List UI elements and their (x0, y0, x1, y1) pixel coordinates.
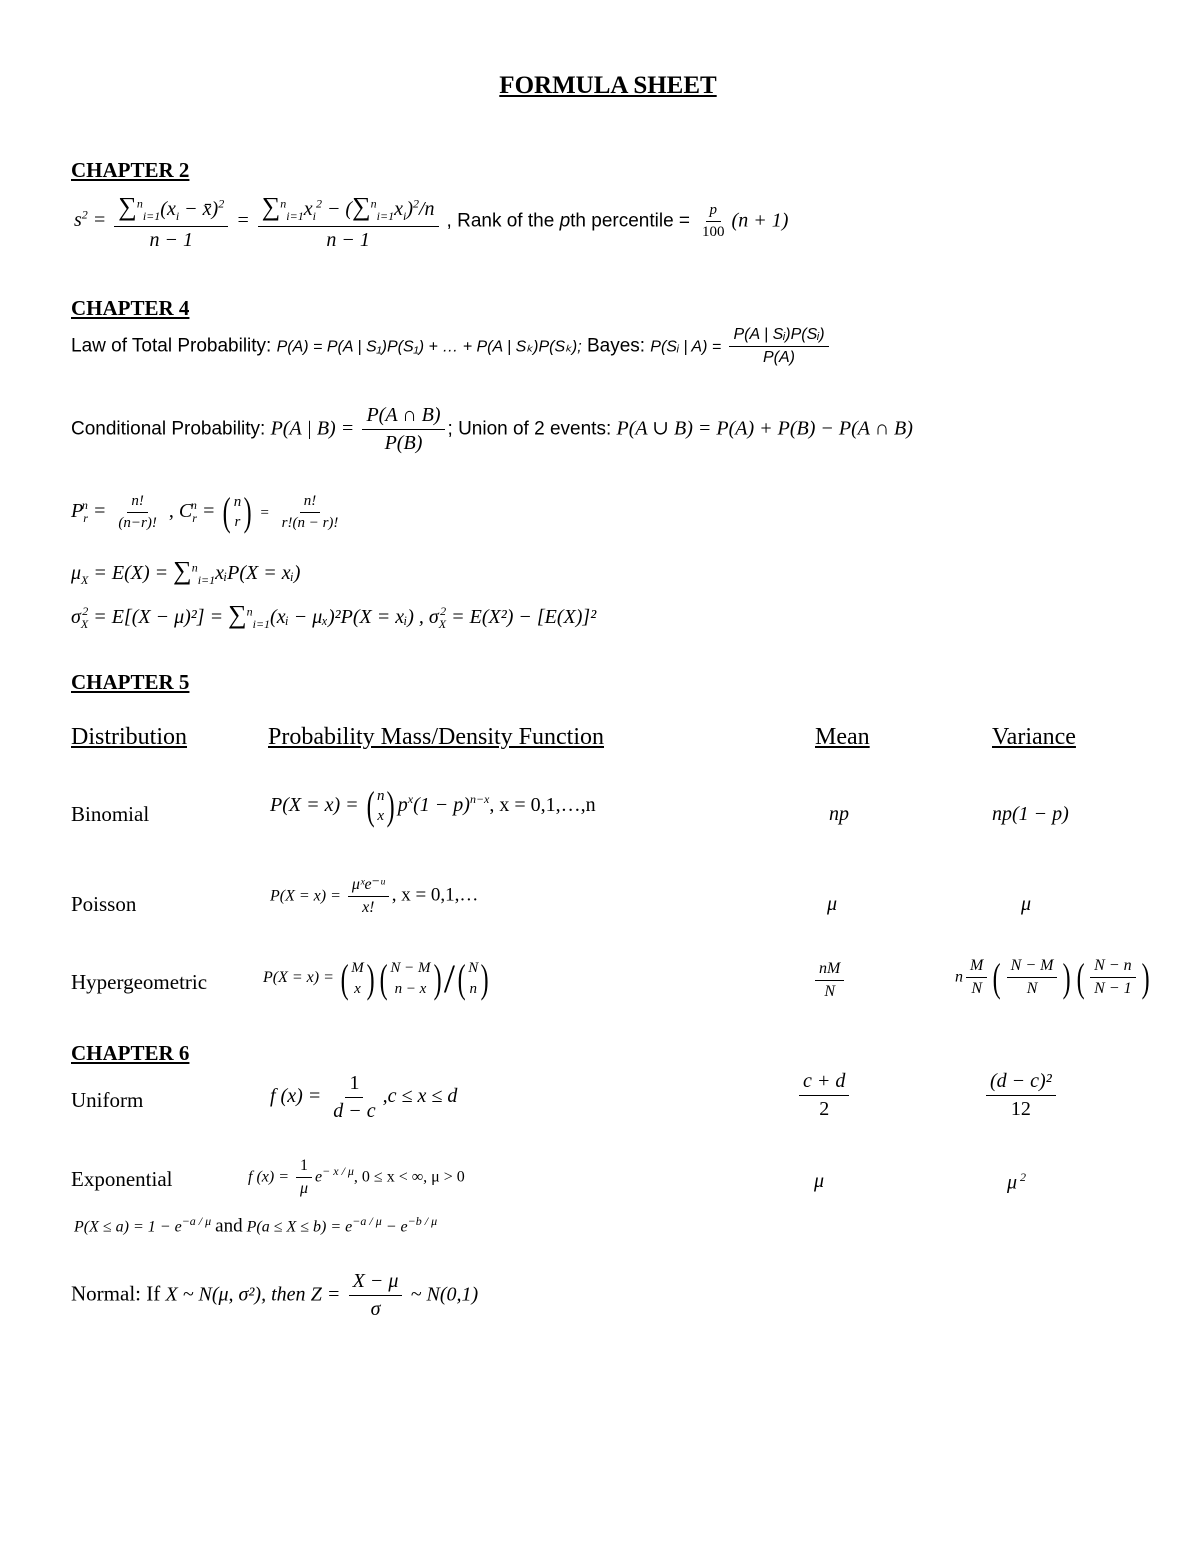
bayes-label: Bayes: (586, 335, 646, 357)
header-variance: Variance (992, 724, 1076, 750)
total-probability-label: Law of Total Probability: (71, 335, 272, 357)
conditional-lhs: P(A | B) = (270, 417, 355, 440)
uniform-variance (983, 1070, 1059, 1121)
exponential-name: Exponential (71, 1167, 173, 1191)
header-distribution: Distribution (71, 724, 188, 750)
poisson-mean: μ (827, 893, 838, 915)
mean-lhs: = E(X) = (93, 562, 174, 584)
exponential-num: 1 (296, 1157, 312, 1178)
binomial-variance: np(1 − p) (992, 803, 1069, 825)
total-probability-formula: P(A) = P(A | S₁)P(S₁) + … + P(A | Sₖ)P(Sₖ); (276, 338, 582, 356)
exponential-cdf-line: $P(X \le a) = 1 - e^{-a / \mu}$ and $P(a \le X \le b) = e^{-a / \mu} - e^{-b / \mu}$ (74, 1214, 438, 1237)
conditional-denominator: P(B) (384, 432, 423, 454)
exponential-var-mu: μ (1007, 1171, 1018, 1194)
normal-tail: ~ N(0,1) (410, 1283, 479, 1306)
exponential-e: e (315, 1168, 323, 1186)
bayes-denominator: P(A) (763, 349, 795, 367)
exponential-pdf: f (x) = $\frac{1}{\mu}$ $e^{- x / \mu}$, 0 ≤ x < ∞, μ > 0 (248, 1157, 465, 1198)
exponential-and: and (215, 1215, 243, 1237)
binomial-range: , x = 0,1,…,n (489, 793, 596, 816)
poisson-range: , x = 0,1,… (391, 884, 479, 906)
conditional-probability-line (71, 404, 913, 455)
permutation-denominator: (n−r)! (118, 514, 157, 531)
hypergeometric-mean-num: nM (815, 960, 844, 981)
uniform-name: Uniform (71, 1088, 144, 1112)
page-title: FORMULA SHEET (499, 72, 717, 99)
sample-variance-formula: $s^2$ = $\frac{\sum^n_{i=1}(x_i - x̄)^2}{n - 1}$ = $\frac{\sum^n_{i=1}x_i^2 - (\sum^n_{i=1}x_i)^2/n}{n - 1}$ , Rank of the pth percentile = $\frac{p}{100}$ (n + 1) (74, 192, 789, 251)
hypergeometric-mean (812, 960, 847, 1002)
combination-numerator: n! (300, 493, 321, 513)
variance-lhs: = E[(X − μ)²] = (93, 606, 229, 628)
poisson-lhs: P(X = x) = (270, 887, 341, 905)
normal-label: Normal: If (71, 1281, 161, 1306)
poisson-pmf (270, 876, 478, 918)
binomial-mean: np (829, 803, 849, 825)
uniform-mean-den: 2 (819, 1098, 830, 1120)
exponential-den: μ (300, 1180, 309, 1198)
poisson-numerator: μˣe⁻ᵘ (348, 876, 389, 897)
uniform-mean-num: c + d (799, 1070, 849, 1096)
combination-denominator: r!(n − r)! (281, 514, 339, 531)
hypergeometric-variance: n $\frac{M}{N}$ ( $\frac{N - M}{N}$ ) ( $\frac{N - n}{N - 1}$ ) (955, 954, 1150, 1000)
exponential-cdf: P(X ≤ a) = 1 − e (74, 1218, 182, 1236)
exponential-variance: μ $^2$ (1007, 1170, 1027, 1194)
hypergeometric-mean-den: N (824, 983, 835, 1001)
normal-line (71, 1270, 478, 1321)
exponential-lhs: f (x) = (248, 1168, 289, 1186)
chapter-6-heading: CHAPTER 6 (71, 1041, 190, 1065)
conditional-label: Conditional Probability: (71, 418, 266, 440)
rank-den: 100 (702, 224, 725, 241)
poisson-variance: μ (1021, 893, 1032, 915)
hypergeometric-name: Hypergeometric (71, 970, 208, 994)
chapter-2-heading: CHAPTER 2 (71, 158, 190, 182)
uniform-range: ,c ≤ x ≤ d (382, 1085, 458, 1108)
uniform-den: d − c (333, 1100, 376, 1122)
normal-numerator: X − μ (349, 1270, 403, 1296)
uniform-lhs: f (x) = (270, 1085, 322, 1108)
hypergeometric-pmf: P(X = x) = ( M x ) ( N − M n − x ) / ( N n ) (263, 955, 489, 1001)
exponential-range: , 0 ≤ x < ∞, μ > 0 (353, 1168, 465, 1186)
uniform-pdf (270, 1072, 457, 1123)
poisson-denominator: x! (362, 899, 375, 917)
total-probability-line (71, 326, 832, 368)
uniform-num: 1 (345, 1072, 363, 1098)
normal-z: Z = (310, 1283, 341, 1306)
rank-label: , Rank of the (446, 210, 560, 232)
binomial-name: Binomial (71, 802, 150, 826)
header-pmf: Probability Mass/Density Function (268, 724, 604, 750)
chapter-5-heading: CHAPTER 5 (71, 670, 190, 694)
union-label: ; Union of 2 events: (447, 418, 612, 440)
rank-tail: (n + 1) (731, 209, 789, 232)
normal-distribution: X ~ N(μ, σ²), then (165, 1283, 306, 1306)
mean-formula: $\mu_X = E(X)$ = ∑$^n_{i=1}$xᵢP(X = xᵢ) (71, 556, 301, 587)
binomial-p: p (397, 793, 408, 816)
bayes-lhs: P(Sᵢ | A) = (650, 338, 722, 356)
binomial-tail: (1 − p) (413, 793, 470, 816)
bayes-numerator: P(A | Sᵢ)P(Sᵢ) (729, 326, 828, 347)
union-formula: P(A ∪ B) = P(A) + P(B) − P(A ∩ B) (616, 417, 913, 440)
normal-denominator: σ (370, 1298, 381, 1320)
uniform-var-num: (d − c)² (986, 1070, 1056, 1096)
rank-p: p (559, 210, 571, 232)
variance-alt: = E(X²) − [E(X)]² (451, 606, 597, 628)
variance-tail: (xᵢ − μₓ)²P(X = xᵢ) , (270, 606, 424, 628)
rank-num: p (706, 202, 722, 222)
uniform-var-den: 12 (1010, 1098, 1031, 1120)
exponential-mean: μ (814, 1170, 825, 1192)
binomial-lhs: P(X = x) = (270, 793, 359, 816)
rank-label-2: th percentile (570, 210, 674, 232)
hypergeometric-lhs: P(X = x) = (263, 969, 334, 987)
conditional-numerator: P(A ∩ B) (362, 404, 444, 430)
uniform-mean (796, 1070, 852, 1121)
variance-formula: $\sigma_X^2 = E[(X - \mu)^2]$ = ∑$^n_{i=1}$(xᵢ − μₓ)²P(X = xᵢ) , $\sigma_X^2 = E(X^2) - [E(X)]^2$ (71, 600, 597, 631)
exponential-interval: P(a ≤ X ≤ b) = e (246, 1218, 353, 1236)
permutation-numerator: n! (127, 493, 148, 513)
poisson-name: Poisson (71, 892, 137, 916)
chapter-4-heading: CHAPTER 4 (71, 296, 190, 320)
mean-tail: xᵢP(X = xᵢ) (215, 562, 301, 584)
binomial-pmf: P(X = x) = ( n x ) $p^x(1 - p)^{n-x}$, x = 0,1,…,n (270, 783, 596, 829)
permutation-combination-line: $P_r^n$ = $\frac{n!}{(n-r)!}$ , $C_r^n$ = ( n r ) = $\frac{n!}{r!(n - r)!}$ (71, 492, 345, 533)
header-mean: Mean (815, 724, 870, 750)
